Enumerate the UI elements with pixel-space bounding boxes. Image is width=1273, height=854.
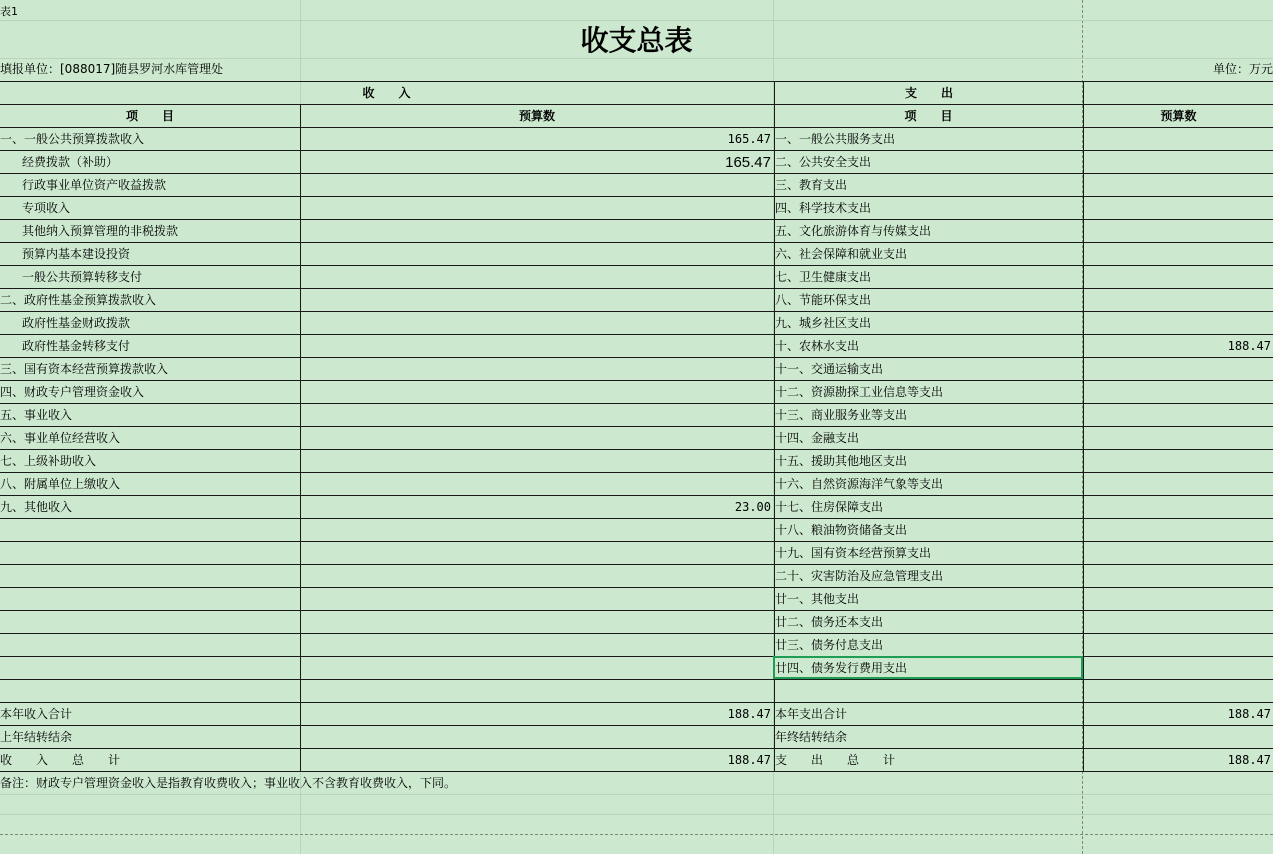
income-budget-cell[interactable]: 188.47 xyxy=(300,749,773,772)
expense-budget-cell[interactable] xyxy=(1083,128,1273,151)
income-item-cell[interactable]: 政府性基金转移支付 xyxy=(22,339,131,353)
income-item-cell[interactable] xyxy=(0,588,300,611)
selected-cell-highlight[interactable] xyxy=(773,656,1083,679)
expense-budget-cell[interactable] xyxy=(1083,450,1273,473)
expense-item-cell[interactable]: 十七、住房保障支出 xyxy=(774,496,1082,519)
currency-unit: 单位：万元 xyxy=(1212,62,1273,76)
table-row xyxy=(0,403,1273,427)
expense-budget-cell[interactable] xyxy=(1083,634,1273,657)
table-row xyxy=(0,449,1273,473)
income-item-cell[interactable] xyxy=(0,634,300,657)
income-item-cell[interactable] xyxy=(0,680,300,703)
table-row xyxy=(0,426,1273,450)
expense-budget-cell[interactable] xyxy=(1083,542,1273,565)
income-budget-cell[interactable] xyxy=(300,266,773,289)
expense-budget-cell[interactable] xyxy=(1083,381,1273,404)
expense-item-cell[interactable]: 七、卫生健康支出 xyxy=(774,266,1082,289)
expense-item-cell[interactable]: 一、一般公共服务支出 xyxy=(774,128,1082,151)
expense-item-cell[interactable]: 二十、灾害防治及应急管理支出 xyxy=(774,565,1082,588)
income-budget-cell[interactable] xyxy=(300,404,773,427)
income-item-cell[interactable]: 其他纳入预算管理的非税拨款 xyxy=(22,224,179,238)
table-row xyxy=(0,702,1273,726)
expense-item-cell[interactable]: 二、公共安全支出 xyxy=(774,151,1082,174)
income-budget-cell[interactable] xyxy=(300,657,773,680)
income-item-cell[interactable] xyxy=(0,657,300,680)
expense-budget-cell[interactable] xyxy=(1083,473,1273,496)
table-row xyxy=(0,196,1273,220)
table-row xyxy=(0,725,1273,749)
income-item-cell[interactable] xyxy=(0,542,300,565)
income-budget-cell[interactable]: 165.47 xyxy=(300,128,773,151)
row-gridline xyxy=(0,814,1273,815)
expense-item-cell[interactable]: 十九、国有资本经营预算支出 xyxy=(774,542,1082,565)
expense-item-cell[interactable]: 廿四、债务发行费用支出 xyxy=(774,657,1082,680)
expense-item-cell[interactable]: 六、社会保障和就业支出 xyxy=(774,243,1082,266)
income-item-cell[interactable]: 经费拨款（补助） xyxy=(22,155,119,169)
income-item-cell[interactable]: 一、一般公共预算拨款收入 xyxy=(0,132,145,146)
income-budget-cell[interactable] xyxy=(300,358,773,381)
income-item-cell[interactable]: 八、附属单位上缴收入 xyxy=(0,477,121,491)
expense-budget-cell[interactable]: 188.47 xyxy=(1083,749,1273,772)
expense-item-cell[interactable]: 十六、自然资源海洋气象等支出 xyxy=(774,473,1082,496)
table-row xyxy=(0,357,1273,381)
income-budget-cell[interactable] xyxy=(300,381,773,404)
income-item-cell[interactable]: 上年结转结余 xyxy=(0,730,73,744)
reporting-unit: 填报单位：[088017]随县罗河水库管理处 xyxy=(0,62,224,76)
table-section-header xyxy=(0,81,1273,105)
expense-budget-cell[interactable]: 188.47 xyxy=(1083,335,1273,358)
table-row xyxy=(0,495,1273,519)
income-item-cell[interactable]: 本年收入合计 xyxy=(0,707,73,721)
income-item-cell[interactable]: 七、上级补助收入 xyxy=(0,454,97,468)
expense-item-cell[interactable]: 本年支出合计 xyxy=(774,703,1082,726)
income-budget-cell[interactable] xyxy=(300,542,773,565)
income-item-cell[interactable]: 收 入 总 计 xyxy=(0,753,121,767)
sheet-tag: 表1 xyxy=(0,5,18,18)
table-row xyxy=(0,472,1273,496)
expense-item-cell[interactable]: 十四、金融支出 xyxy=(774,427,1082,450)
expense-item-cell[interactable]: 十五、援助其他地区支出 xyxy=(774,450,1082,473)
income-item-cell[interactable] xyxy=(0,565,300,588)
table-row xyxy=(0,242,1273,266)
expense-item-cell[interactable] xyxy=(774,680,1082,703)
expense-budget-cell[interactable] xyxy=(1083,404,1273,427)
expense-budget-cell[interactable] xyxy=(1083,680,1273,703)
income-budget-cell[interactable]: 23.00 xyxy=(300,496,773,519)
expense-item-cell[interactable]: 支 出 总 计 xyxy=(774,749,1082,772)
table-row xyxy=(0,679,1273,703)
income-budget-cell[interactable] xyxy=(300,473,773,496)
expense-item-cell[interactable]: 廿一、其他支出 xyxy=(774,588,1082,611)
income-item-cell[interactable]: 四、财政专户管理资金收入 xyxy=(0,385,145,399)
expense-budget-cell[interactable] xyxy=(1083,174,1273,197)
table-row xyxy=(0,265,1273,289)
table-row xyxy=(0,150,1273,174)
expense-budget-cell[interactable] xyxy=(1083,151,1273,174)
expense-item-cell[interactable]: 三、教育支出 xyxy=(774,174,1082,197)
income-budget-cell[interactable] xyxy=(300,220,773,243)
expense-budget-cell[interactable]: 188.47 xyxy=(1083,703,1273,726)
expense-budget-header[interactable]: 预算数 xyxy=(1083,105,1273,128)
expense-item-cell[interactable]: 八、节能环保支出 xyxy=(774,289,1082,312)
income-item-cell[interactable]: 行政事业单位资产收益拨款 xyxy=(22,178,167,192)
expense-item-cell[interactable]: 五、文化旅游体育与传媒支出 xyxy=(774,220,1082,243)
income-section-header[interactable]: 收 入 xyxy=(362,86,411,100)
expense-budget-cell[interactable] xyxy=(1083,657,1273,680)
expense-budget-cell[interactable] xyxy=(1083,243,1273,266)
expense-budget-cell[interactable] xyxy=(1083,266,1273,289)
table-row xyxy=(0,610,1273,634)
table-row xyxy=(0,748,1273,772)
income-budget-cell[interactable]: 188.47 xyxy=(300,703,773,726)
income-budget-cell[interactable] xyxy=(300,335,773,358)
income-budget-cell[interactable] xyxy=(300,565,773,588)
table-row xyxy=(0,311,1273,335)
table-row xyxy=(0,587,1273,611)
income-budget-cell[interactable] xyxy=(300,519,773,542)
income-budget-cell[interactable] xyxy=(300,588,773,611)
expense-budget-cell[interactable] xyxy=(1083,519,1273,542)
income-item-header[interactable]: 项 目 xyxy=(125,109,174,123)
table-row xyxy=(0,380,1273,404)
table-row xyxy=(0,564,1273,588)
expense-item-cell[interactable]: 十、农林水支出 xyxy=(774,335,1082,358)
expense-item-cell[interactable]: 廿二、债务还本支出 xyxy=(774,611,1082,634)
page-title: 收支总表 xyxy=(580,24,693,57)
expense-budget-cell[interactable] xyxy=(1083,427,1273,450)
expense-budget-cell[interactable] xyxy=(1083,289,1273,312)
expense-item-header[interactable]: 项 目 xyxy=(774,105,1082,128)
income-item-cell[interactable]: 二、政府性基金预算拨款收入 xyxy=(0,293,157,307)
footnote: 备注：财政专户管理资金收入是指教育收费收入；事业收入不含教育收费收入，下同。 xyxy=(0,776,457,790)
table-row xyxy=(0,127,1273,151)
income-item-cell[interactable]: 一般公共预算转移支付 xyxy=(22,270,143,284)
expense-item-cell[interactable]: 九、城乡社区支出 xyxy=(774,312,1082,335)
expense-item-cell[interactable]: 年终结转结余 xyxy=(774,726,1082,749)
income-item-cell[interactable]: 预算内基本建设投资 xyxy=(22,247,131,261)
income-item-cell[interactable]: 九、其他收入 xyxy=(0,500,73,514)
expense-budget-cell[interactable] xyxy=(1083,358,1273,381)
income-budget-cell[interactable] xyxy=(300,427,773,450)
income-budget-cell[interactable] xyxy=(300,243,773,266)
income-budget-cell[interactable] xyxy=(300,450,773,473)
income-item-cell[interactable]: 六、事业单位经营收入 xyxy=(0,431,121,445)
income-item-cell[interactable]: 政府性基金财政拨款 xyxy=(22,316,131,330)
income-budget-cell[interactable] xyxy=(300,680,773,703)
table-row xyxy=(0,541,1273,565)
income-item-cell[interactable]: 五、事业收入 xyxy=(0,408,73,422)
table-row xyxy=(0,173,1273,197)
table-row xyxy=(0,633,1273,657)
expense-section-header[interactable]: 支 出 xyxy=(774,82,1083,105)
income-item-cell[interactable] xyxy=(0,611,300,634)
income-budget-cell[interactable] xyxy=(300,289,773,312)
income-budget-cell[interactable]: 165.47 xyxy=(300,151,773,174)
income-budget-cell[interactable] xyxy=(300,611,773,634)
expense-budget-cell[interactable] xyxy=(1083,565,1273,588)
table-row xyxy=(0,518,1273,542)
income-item-cell[interactable]: 三、国有资本经营预算拨款收入 xyxy=(0,362,169,376)
income-item-cell[interactable]: 专项收入 xyxy=(22,201,71,215)
income-budget-cell[interactable] xyxy=(300,634,773,657)
expense-budget-cell[interactable] xyxy=(1083,611,1273,634)
income-budget-cell[interactable] xyxy=(300,726,773,749)
income-item-cell[interactable] xyxy=(0,519,300,542)
table-row xyxy=(0,288,1273,312)
expense-item-cell[interactable]: 四、科学技术支出 xyxy=(774,197,1082,220)
expense-item-cell[interactable]: 十八、粮油物资储备支出 xyxy=(774,519,1082,542)
income-budget-cell[interactable] xyxy=(300,197,773,220)
expense-budget-cell[interactable] xyxy=(1083,312,1273,335)
expense-budget-cell[interactable] xyxy=(1083,496,1273,519)
page-break-line xyxy=(0,834,1273,835)
table-row xyxy=(0,334,1273,358)
expense-budget-cell[interactable] xyxy=(1083,726,1273,749)
expense-budget-cell[interactable] xyxy=(1083,197,1273,220)
income-budget-cell[interactable] xyxy=(300,174,773,197)
expense-budget-cell[interactable] xyxy=(1083,588,1273,611)
expense-item-cell[interactable]: 十一、交通运输支出 xyxy=(774,358,1082,381)
expense-item-cell[interactable]: 廿三、债务付息支出 xyxy=(774,634,1082,657)
expense-item-cell[interactable]: 十三、商业服务业等支出 xyxy=(774,404,1082,427)
expense-section-header-ext[interactable] xyxy=(1083,82,1273,105)
row-gridline xyxy=(0,794,1273,795)
table-column-header xyxy=(0,104,1273,128)
income-budget-header[interactable]: 预算数 xyxy=(300,105,773,128)
expense-item-cell[interactable]: 十二、资源勘探工业信息等支出 xyxy=(774,381,1082,404)
expense-budget-cell[interactable] xyxy=(1083,220,1273,243)
table-row xyxy=(0,219,1273,243)
income-budget-cell[interactable] xyxy=(300,312,773,335)
